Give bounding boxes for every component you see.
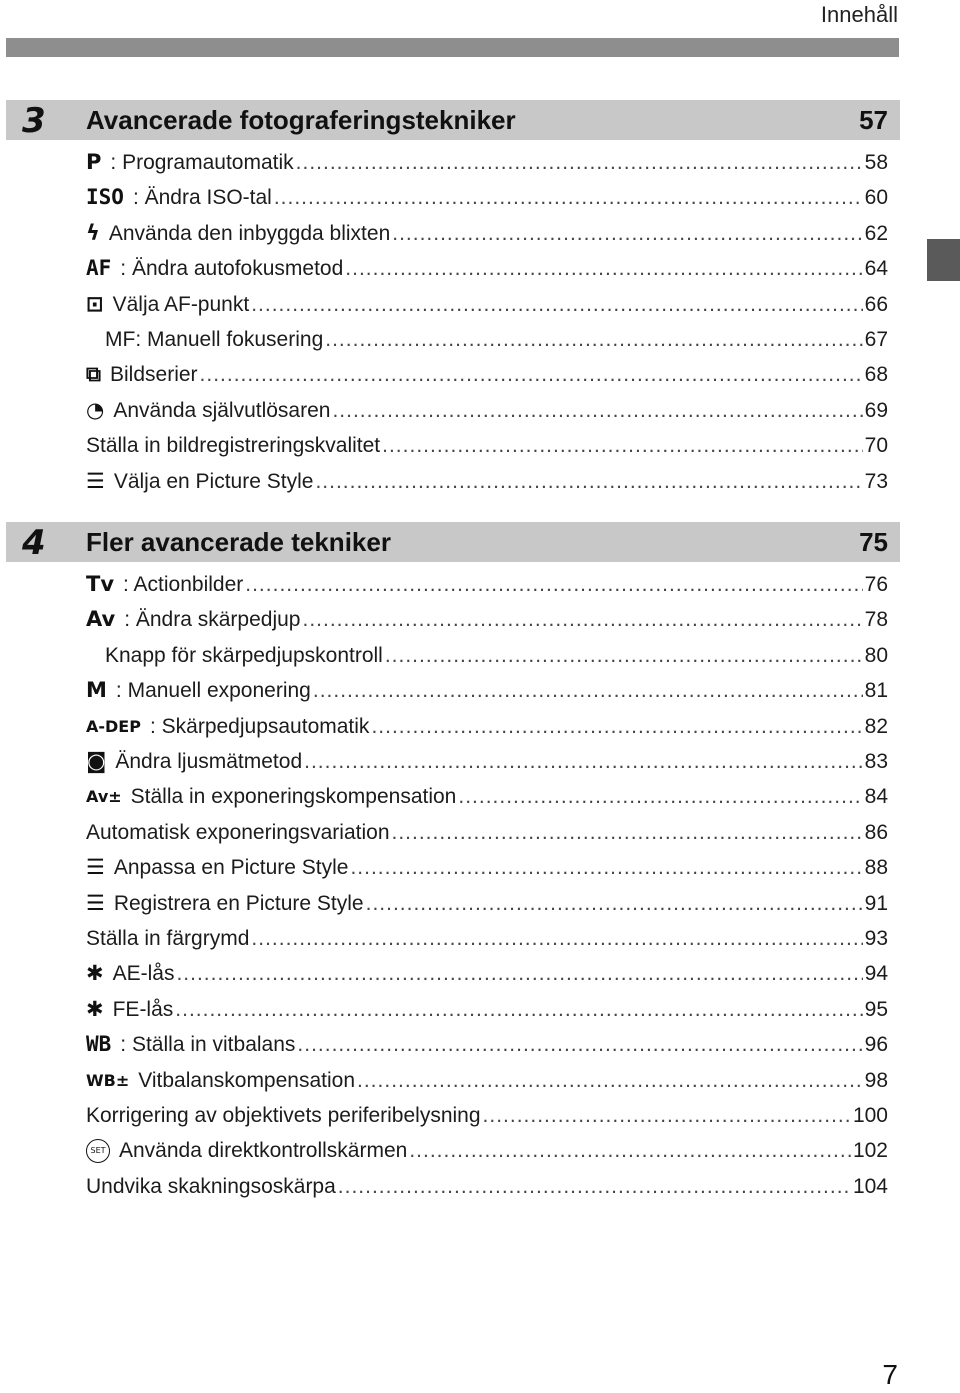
m-mode-icon: M [86,678,107,703]
dot-leader [409,1133,851,1168]
toc-entry-label: : Skärpedjupsautomatik [149,714,370,738]
section-page-number: 75 [859,527,888,557]
toc-entry-page: 64 [864,257,888,281]
toc-entry[interactable] [86,779,888,814]
toc-entry-label: Anpassa en Picture Style [113,856,349,880]
white-balance-icon: WB [86,1032,112,1057]
dot-leader [313,673,863,708]
iso-icon: ISO [86,185,124,210]
toc-entry[interactable] [86,251,888,286]
tv-mode-icon: Tv [86,572,115,596]
toc-entry-page: 93 [864,927,888,950]
dot-leader [274,180,863,215]
toc-entry[interactable] [105,322,888,357]
toc-entry-page: 69 [864,398,888,422]
toc-entry[interactable] [86,1063,888,1098]
dot-leader [315,464,862,499]
section-title[interactable]: Fler avancerade tekniker [86,527,391,557]
toc-entry[interactable] [86,145,888,180]
toc-entry[interactable] [86,1098,888,1133]
toc-entry-page: 86 [864,820,888,844]
toc-entry-label: : Manuell exponering [115,679,311,703]
toc-entry-label: Ändra ljusmätmetod [115,750,303,773]
toc-entry[interactable] [86,357,888,392]
section-number: 4 [22,523,46,563]
dot-leader [251,287,862,322]
toc-entry-label: : Actionbilder [123,573,244,596]
toc-entry-label: Välja AF-punkt [112,292,250,316]
picture-style-icon: ☰ [86,855,105,880]
toc-entry-page: 91 [864,891,888,915]
dot-leader [338,1169,851,1204]
flash-icon: ϟ [86,220,100,245]
dot-leader [200,357,863,392]
dot-leader [345,251,862,286]
toc-entry-label: Använda den inbyggda blixten [108,221,391,245]
af-icon: AF [86,256,112,281]
toc-entry-label: Använda självutlösaren [113,398,331,422]
section-number: 3 [22,101,46,141]
dot-leader [302,602,862,637]
a-dep-icon: A-DEP [86,716,141,736]
toc-entry-page: 104 [852,1174,888,1198]
toc-entry-label: Korrigering av objektivets periferibelysning [86,1104,481,1127]
dot-leader [304,744,863,779]
toc-entry-label: MF: Manuell fokusering [105,328,324,351]
section-title[interactable]: Avancerade fotograferingstekniker [86,105,516,135]
dot-leader [245,567,862,602]
toc-entry-page: 67 [864,328,888,351]
dot-leader [350,850,862,885]
wb-correction-icon: WB± [86,1070,130,1090]
dot-leader [175,992,862,1027]
toc-entry-page: 96 [864,1033,888,1057]
af-point-icon: ⊡ [86,291,104,316]
toc-entry-label: Bildserier [110,363,198,387]
toc-entry-label: AE-lås [112,962,175,986]
toc-entry[interactable] [86,1169,888,1204]
toc-entry-label: Knapp för skärpedjupskontroll [105,643,383,667]
toc-entry-label: FE-lås [112,997,174,1021]
exposure-compensation-icon: Av± [86,787,122,807]
toc-entry-page: 81 [864,679,888,703]
dot-leader [382,428,863,463]
self-timer-icon: ◔ [86,397,105,422]
p-mode-icon: P [86,150,102,174]
section-page-number: 57 [859,105,888,135]
toc-entry-page: 98 [864,1068,888,1092]
set-button-icon: SET [86,1133,110,1168]
dot-leader [251,921,862,956]
toc-entry-page: 60 [864,186,888,210]
toc-entry-page: 95 [864,997,888,1021]
dot-leader [385,638,863,673]
toc-entry-page: 78 [864,608,888,632]
fe-lock-icon: ✱ [86,996,104,1021]
toc-entry-label: Välja en Picture Style [113,469,314,493]
chapter-side-tab [927,239,960,281]
toc-entry-label: : Ställa in vitbalans [120,1033,296,1057]
toc-entry-label: Vitbalanskompensation [138,1068,356,1092]
toc-entry[interactable] [86,815,888,850]
toc-entry[interactable] [86,709,888,744]
toc-entry-label: Registrera en Picture Style [113,891,364,915]
continuous-shooting-icon: ⧉ [86,362,101,387]
toc-entry[interactable] [86,287,888,322]
toc-entry-label: Automatisk exponeringsvariation [86,820,390,844]
toc-entry[interactable] [86,1027,888,1062]
toc-entry-page: 80 [864,643,888,667]
dot-leader [176,956,862,991]
toc-entry-page: 100 [852,1104,888,1127]
dot-leader [325,322,862,357]
toc-entry-page: 73 [864,469,888,493]
ae-lock-icon: ✱ [86,961,104,986]
picture-style-icon: ☰ [86,890,105,915]
dot-leader [458,779,862,814]
toc-entry-page: 68 [864,363,888,387]
toc-entry-page: 82 [864,714,888,738]
dot-leader [371,709,862,744]
header-rule [6,38,899,57]
toc-entry-label: Ställa in färgrymd [86,927,250,950]
toc-entry-page: 88 [864,856,888,880]
toc-entry[interactable] [86,673,888,708]
toc-entry-page: 83 [864,750,888,773]
toc-entry-label: : Ändra ISO-tal [132,186,272,210]
toc-entry[interactable] [86,921,888,956]
toc-entry[interactable] [86,850,888,885]
av-mode-icon: Av [86,607,116,632]
toc-entry[interactable] [86,567,888,602]
toc-entry-label: Undvika skakningsoskärpa [86,1174,336,1198]
toc-entry[interactable] [86,886,888,921]
toc-entry-page: 76 [864,573,888,596]
toc-entry[interactable] [86,393,888,428]
toc-entry-page: 58 [864,151,888,174]
toc-entry-page: 62 [864,221,888,245]
picture-style-icon: ☰ [86,468,105,493]
toc-entry[interactable] [86,744,888,779]
dot-leader [357,1063,863,1098]
toc-entry[interactable] [86,956,888,991]
toc-entry[interactable] [86,602,888,637]
header-label: Innehåll [820,2,898,27]
dot-leader [332,393,862,428]
toc-entry[interactable] [86,216,888,251]
metering-icon: ◙ [86,749,107,773]
toc-entry[interactable] [105,638,888,673]
toc-entry-page: 66 [864,292,888,316]
toc-entry[interactable] [86,1133,888,1168]
toc-entry-page: 94 [864,962,888,986]
toc-entry-page: 84 [864,785,888,809]
toc-entry-page: 70 [864,434,888,458]
dot-leader [392,216,862,251]
dot-leader [392,815,863,850]
toc-entry[interactable] [86,464,888,499]
dot-leader [296,145,863,180]
toc-entry[interactable] [86,180,888,215]
toc-entry-label: Ställa in bildregistreringskvalitet [86,434,381,458]
toc-entry-label: : Programautomatik [110,151,294,174]
dot-leader [297,1027,862,1062]
toc-entry-page: 102 [852,1139,888,1163]
page-number: 7 [882,1359,898,1390]
dot-leader [483,1098,851,1133]
toc-entry-label: Använda direktkontrollskärmen [119,1139,408,1163]
toc-entry-label: : Ändra autofokusmetod [120,257,344,281]
toc-entry[interactable] [86,992,888,1027]
toc-entry[interactable] [86,428,888,463]
toc-entry-label: Ställa in exponeringskompensation [130,785,457,809]
dot-leader [366,886,863,921]
toc-entry-label: : Ändra skärpedjup [124,608,301,632]
